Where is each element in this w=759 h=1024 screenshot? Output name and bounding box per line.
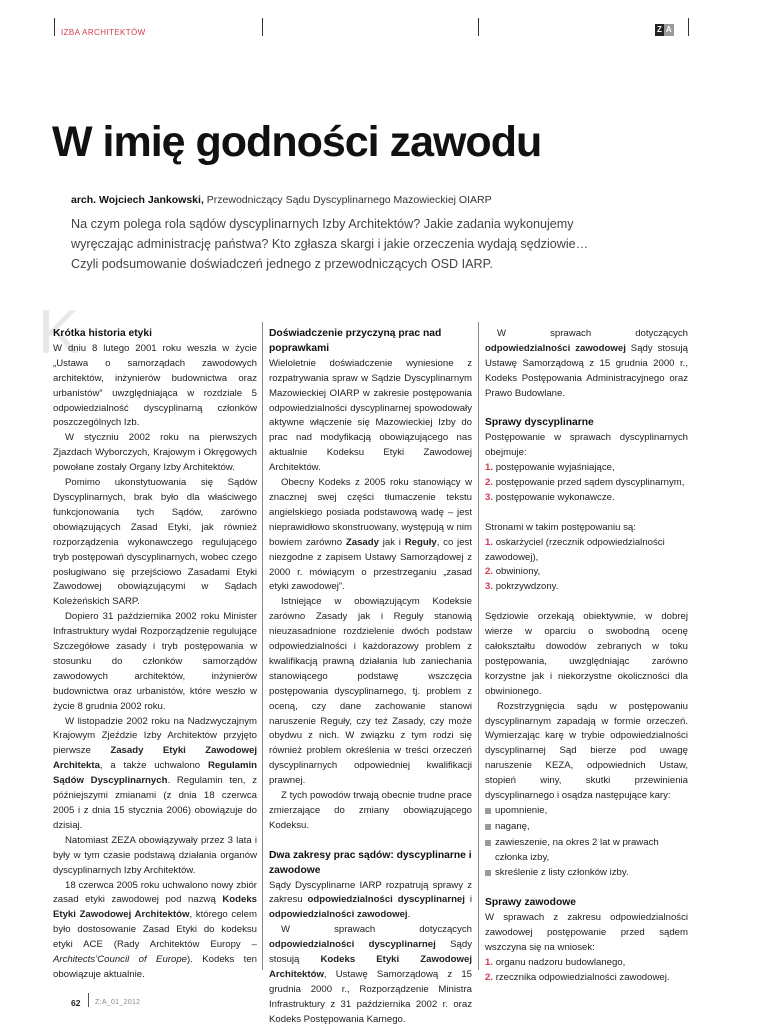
lead-paragraph	[71, 214, 661, 274]
column-divider	[262, 322, 263, 970]
list-item: 2. rzecznika odpowiedzialności zawodowej.	[485, 971, 670, 983]
header-rule	[478, 18, 479, 36]
article-title: W imię godności zawodu	[52, 118, 542, 166]
page-number: 62	[71, 998, 81, 1008]
column-2	[269, 327, 472, 1024]
paragraph: W dniu 8 lutego 2001 roku weszła w życie „Ustawa o samorządach zawodowych architektów, inżynierów budownictwa oraz urbanistów” uwzględniająca w rozdziale 5 odpowiedzialność dyscyplinarną członków poszczególnych Izb.	[53, 342, 257, 429]
bullet-square-icon	[485, 824, 491, 830]
paragraph: W listopadzie 2002 roku na Nadzwyczajnym Krajowym Zjeździe Izby Architektów przyjęto pierwsze Zasady Etyki Zawodowej Architekta, a także uchwalono Regulamin Sądów Dyscyplinarnych. Regulamin ten, z późniejszymi zmianami (z dnia 18 czerwca 2005 i z dnia 15 stycznia 2006) obowiązuje do dzisiaj.	[53, 715, 257, 831]
list-item: skreślenie z listy członków izby.	[485, 866, 688, 882]
logo-z: Z	[657, 25, 662, 34]
section-heading: Sprawy dyscyplinarne	[485, 417, 594, 429]
emphasis: Zasady	[345, 536, 379, 548]
column-divider	[478, 322, 479, 970]
list-item: 2. postępowanie przed sądem dyscyplinarnym,	[485, 477, 685, 489]
header-rule	[262, 18, 263, 36]
bullet-square-icon	[485, 870, 491, 876]
paragraph: Natomiast ZEZA obowiązywały przez 3 lata i były w tym czasie podstawą działania organów dyscyplinarnych Izby Architektów.	[53, 834, 257, 876]
header-rule-right	[688, 18, 689, 36]
issue-label: Z:A_01_2012	[95, 999, 141, 1006]
paragraph: W sprawach dotyczących odpowiedzialności dyscyplinarnej Sądy stosują Kodeks Etyki Zawodowej Architektów, Ustawę Samorządową z 15 grudnia 2000 r., Rozporządzenie Ministra Infrastruktury z 31 października 2002 r. oraz Kodeks Postępowania Karnego.	[269, 924, 472, 1024]
footer-rule	[88, 993, 89, 1007]
paragraph: Pomimo ukonstytuowania się Sądów Dyscyplinarnych, brak było dla właściwego funkcjonowania tych Sądów, zarówno obowiązujących Zasad Etyki, jak również rozporządzenia wykonawczego regulującego tryb postępowań dyscyplinarnych, wobec czego posługiwano się przejściowo Zasadami Etyki Zawodowej obowiązującymi w Sądach Koleżeńskich SARP.	[53, 477, 257, 608]
author-role: Przewodniczący Sądu Dyscyplinarnego Mazowieckiej OIARP	[206, 194, 492, 206]
list-item: 1. oskarżyciel (rzecznik odpowiedzialności zawodowej),	[485, 536, 665, 563]
paragraph: Sądy Dyscyplinarne IARP rozpatrują sprawy z zakresu odpowiedzialności dyscyplinarnej i odpowiedzialności zawodowej.	[269, 879, 472, 921]
paragraph: 18 czerwca 2005 roku uchwalono nowy zbiór zasad etyki zawodowej pod nazwą Kodeks Etyki Zawodowej Architektów, którego celem było dostosowanie Zasad Etyki do kodeksu etyki ACE (Rady Architektów Europy – Architects’Council of Europe). Kodeks ten obowiązuje aktualnie.	[53, 879, 258, 980]
paragraph: Wieloletnie doświadczenie wyniesione z rozpatrywania spraw w Sądzie Dyscyplinarnym Mazowieckiej OIARP w zakresie postępowania odpowiedzialności dyscyplinarnej spowodowały aktywne włączenie się Mazowieckiej Izby do prac nad modyfikacją obowiązującego nas aktualnie Kodeksu Etyki Zawodowej Architektów.	[269, 357, 472, 474]
emphasis: Regulamin Sądów Dyscyplinarnych	[53, 760, 257, 787]
list-item: 3. pokrzywdzony.	[485, 581, 559, 593]
paragraph: Postępowanie w sprawach dyscyplinarnych obejmuje:	[485, 432, 688, 459]
paragraph: Z tych powodów trwają obecnie trudne prace zmierzające do zmiany obowiązującego Kodeksu.	[269, 790, 472, 831]
paragraph: W sprawach dotyczących odpowiedzialności zawodowej Sądy stosują Ustawę Samorządową z 15 grudnia 2000 r., Kodeks Postępowania Administracyjnego oraz Prawo Budowlane.	[485, 328, 688, 399]
list-item: 3. postępowanie wykonawcze.	[485, 491, 615, 503]
bullet-square-icon	[485, 808, 491, 814]
lead-line: Czyli podsumowanie doświadczeń jednego z przewodniczących OSD IARP.	[71, 257, 493, 271]
section-heading: Krótka historia etyki	[53, 328, 152, 339]
paragraph: Dopiero 31 października 2002 roku Minister Infrastruktury wydał Rozporządzenie regulujące Szczegółowe zasady i tryb postępowania w stosunku do członków samorządów zawodowych architektów, inżynierów budownictwa oraz urbanistów, które weszło w życie 8 grudnia 2002 roku.	[53, 611, 257, 712]
paragraph: Rozstrzygnięcia sądu w postępowaniu dyscyplinarnym zapadają w formie orzeczeń. Wymierzając karę w trybie odpowiedzialności dyscyplinarnej Sąd bierze pod uwagę naruszenie KEZA, odpowiednich Ustaw, stopień winy, skutki przewinienia dyscyplinarnego i osądza następujące kary:	[485, 700, 688, 802]
paragraph: Istniejące w obowiązującym Kodeksie zarówno Zasady jak i Reguły stanowią nieuzasadnione rozdzielenie dwóch podstaw odpowiedzialności i każdorazowy problem z kwalifikacją prawną działania lub zaniechania stanowiącego podstawę wszczęcia postępowania dyscyplinarnego, tj. problem z oceną, czy dane zachowanie stanowi naruszenie Reguły, czy też Zasady, czy może obydwu z nich. W związku z tym rodzi się również problem określenia w treści orzeczeń dyscyplinarnych odpowiedniej kwalifikacji prawnej.	[269, 596, 472, 787]
header-rule-left	[54, 18, 55, 36]
list-item: zawieszenie, na okres 2 lat w prawach członka izby,	[485, 836, 688, 866]
emphasis: Architects’Council of Europe	[53, 954, 187, 966]
paragraph: Stronami w takim postępowaniu są:	[485, 521, 636, 533]
emphasis: Kodeks Etyki Zawodowej Architektów	[269, 954, 472, 980]
emphasis: Reguły	[404, 536, 437, 548]
list-item: 2. obwiniony,	[485, 566, 541, 578]
list-item: 1. postępowanie wyjaśniające,	[485, 462, 615, 474]
bullet-square-icon	[485, 840, 491, 846]
section-heading: Doświadczenie przyczyną prac nad poprawkami	[269, 328, 442, 354]
lead-line: wyręczając administrację państwa? Kto zgłasza skargi i jakie orzeczenia wydają sędziowie…	[71, 237, 589, 251]
byline	[71, 194, 492, 206]
section-label: IZBA ARCHITEKTÓW	[61, 28, 146, 37]
section-heading: Sprawy zawodowe	[485, 897, 576, 909]
emphasis: odpowiedzialności zawodowej	[269, 909, 408, 921]
lead-line: Na czym polega rola sądów dyscyplinarnych Izby Architektów? Jakie zadania wykonujemy	[71, 217, 574, 231]
section-heading: Dwa zakresy prac sądów: dyscyplinarne i zawodowe	[269, 849, 472, 876]
author-name: arch. Wojciech Jankowski,	[71, 194, 204, 206]
drop-letter: K	[38, 298, 80, 367]
column-1	[53, 327, 257, 983]
emphasis: Zasady Etyki Zawodowej Architekta	[53, 745, 257, 772]
paragraph: Sędziowie orzekają obiektywnie, w dobrej wierze w oparciu o swobodną ocenę całokształtu dowodów zebranych w toku postępowania, uwzględniając zarówno korzystne jak i niekorzystne okoliczności dla obwinionego.	[485, 611, 688, 697]
emphasis: odpowiedzialności dyscyplinarnej	[269, 939, 436, 951]
emphasis: odpowiedzialności dyscyplinarnej	[307, 894, 465, 906]
magazine-logo	[655, 24, 674, 36]
emphasis: Kodeks Etyki Zawodowej Architektów	[53, 894, 257, 921]
list-item: 1. organu nadzoru budowlanego,	[485, 957, 626, 968]
paragraph: W styczniu 2002 roku na pierwszych Zjazdach Wyborczych, Krajowym i Okręgowych powołane zostały Organy Izby Architektów.	[53, 432, 257, 474]
list-item: naganę,	[485, 820, 688, 836]
column-3	[485, 327, 688, 986]
list-item: upomnienie,	[485, 804, 688, 820]
paragraph: Obecny Kodeks z 2005 roku stanowiący w znacznej swej części tłumaczenie tekstu angielskiego posiada podstawową wadę – jest nieprawidłowo skonstruowany, występują w nim bowiem zarówno Zasady jak i Reguły, co jest niezgodne z zapisem Ustawy Samorządowej z 2000 r. mówiącym o przestrzeganiu „zasad etyki zawodowej”.	[269, 477, 472, 593]
paragraph: W sprawach z zakresu odpowiedzialności zawodowej postępowanie przed sądem wszczyna się na wniosek:	[485, 912, 688, 954]
emphasis: odpowiedzialności zawodowej	[485, 342, 626, 354]
logo-a: A	[665, 25, 672, 34]
